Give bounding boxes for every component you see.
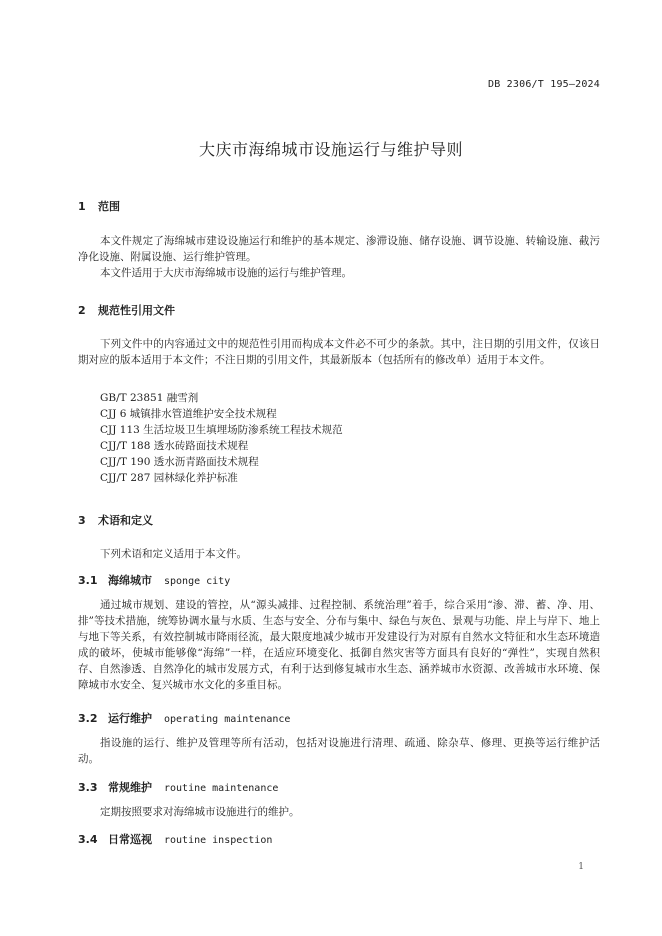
reference-item: CJJ/T 188 透水砖路面技术规程 [100,440,249,452]
reference-item: CJJ/T 190 透水沥青路面技术规程 [100,456,259,468]
reference-item: CJJ 6 城镇排水管道维护安全技术规程 [100,408,277,420]
term-chinese: 日常巡视 [108,833,152,846]
term-number: 3.3 [78,781,98,794]
term-english: sponge city [164,576,231,587]
section-heading-scope [78,198,120,214]
page-number: 1 [578,862,584,872]
section-heading-normative-refs [78,302,175,318]
section-title: 范围 [98,200,120,213]
term-number: 3.1 [78,574,98,587]
section-title: 术语和定义 [98,514,153,527]
term-definition: 指设施的运行、维护及管理等所有活动，包括对设施进行清理、疏通、除杂草、修理、更换等运行维护活动。 [78,737,600,765]
document-code: DB 2306/T 195—2024 [488,79,600,90]
term-definition: 通过城市规划、建设的管控，从“源头减排、过程控制、系统治理”着手，综合采用“渗、滞、蓄、净、用、排”等技术措施，统筹协调水量与水质、生态与安全、分布与集中、绿色与灰色、景观与功能、岸上与岸下、地上与地下等关系，有效控制城市降雨径流，最大限度地减少城市开发建设行为对原有自然水文特征和水生态环境造成的破坏，使城市能够像“海绵”一样，在适应环境变化、抵御自然灾害等方面具有良好的“弹性”，实现自然积存、自然渗透、自然净化的城市发展方式，有利于达到修复城市水生态、涵养城市水资源、改善城市水环境、保障城市水安全、复兴城市水文化的多重目标。 [78,599,600,691]
term-english: routine maintenance [164,783,279,794]
section-number: 3 [78,514,86,527]
term-chinese: 运行维护 [108,712,152,725]
term-heading [78,779,278,795]
reference-item: CJJ/T 287 园林绿化养护标准 [100,472,238,484]
scope-paragraph: 本文件规定了海绵城市建设设施运行和维护的基本规定、渗滞设施、储存设施、调节设施、转输设施、截污净化设施、附属设施、运行维护管理。 [78,235,600,263]
term-heading [78,831,272,847]
section-heading-terms [78,512,153,528]
reference-item: GB/T 23851 融雪剂 [100,392,199,404]
reference-item: CJJ 113 生活垃圾卫生填埋场防渗系统工程技术规范 [100,424,343,436]
term-chinese: 常规维护 [108,781,152,794]
term-chinese: 海绵城市 [108,574,152,587]
section-number: 1 [78,200,86,213]
section-number: 2 [78,304,86,317]
scope-paragraph: 本文件适用于大庆市海绵城市设施的运行与维护管理。 [100,267,352,279]
term-number: 3.2 [78,712,98,725]
normative-refs-intro: 下列文件中的内容通过文中的规范性引用而构成本文件必不可少的条款。其中，注日期的引用文件，仅该日期对应的版本适用于本文件；不注日期的引用文件，其最新版本（包括所有的修改单）适用于本文件。 [78,338,600,366]
term-number: 3.4 [78,833,98,846]
term-definition: 定期按照要求对海绵城市设施进行的维护。 [100,806,300,818]
document-title: 大庆市海绵城市设施运行与维护导则 [198,140,463,159]
term-heading [78,572,230,588]
term-heading [78,710,290,726]
term-english: routine inspection [164,835,273,846]
term-english: operating maintenance [164,714,291,725]
section-title: 规范性引用文件 [98,304,175,317]
terms-intro: 下列术语和定义适用于本文件。 [100,548,247,560]
